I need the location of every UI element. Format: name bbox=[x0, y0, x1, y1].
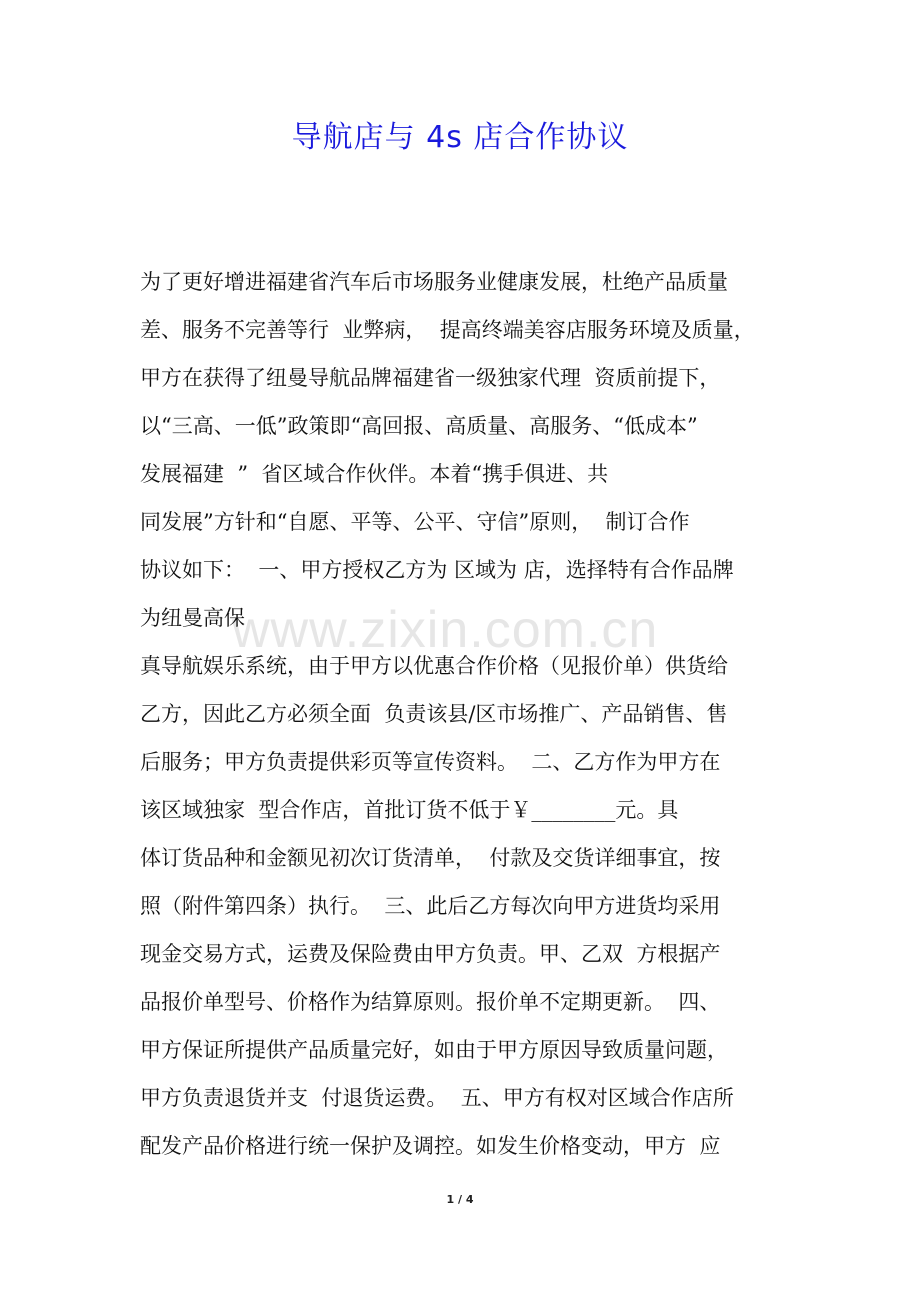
body-line: 配发产品价格进行统一保护及调控。如发生价格变动，甲方 应 bbox=[140, 1134, 721, 1158]
body-line: 差、服务不完善等行 业弊病， 提高终端美容店服务环境及质量， bbox=[140, 318, 755, 342]
body-line: 协议如下： 一、甲方授权乙方为 区域为 店，选择特有合作品牌 bbox=[140, 558, 734, 582]
body-line: 体订货品种和金额见初次订货清单， 付款及交货详细事宜，按 bbox=[140, 846, 721, 870]
document-title: 导航店与 4s 店合作协议 bbox=[291, 120, 629, 155]
document-body bbox=[140, 262, 800, 1174]
body-line: 现金交易方式，运费及保险费由甲方负责。甲、乙双 方根据产 bbox=[140, 942, 721, 966]
body-line: 乙方，因此乙方必须全面 负责该县/区市场推广、产品销售、售 bbox=[140, 702, 728, 726]
body-line: 后服务；甲方负责提供彩页等宣传资料。 二、乙方作为甲方在 bbox=[140, 750, 721, 774]
body-line: 发展福建 ” 省区域合作伙伴。本着“携手俱进、共 bbox=[140, 462, 609, 486]
body-line: 甲方负责退货并支 付退货运费。 五、甲方有权对区域合作店所 bbox=[140, 1086, 734, 1110]
body-line: 真导航娱乐系统，由于甲方以优惠合作价格（见报价单）供货给 bbox=[140, 654, 728, 678]
body-line: 以“三高、一低”政策即“高回报、高质量、高服务、“低成本” bbox=[140, 414, 698, 438]
body-line: 甲方在获得了纽曼导航品牌福建省一级独家代理 资质前提下， bbox=[140, 366, 721, 390]
page-number: 1 / 4 bbox=[446, 1193, 474, 1206]
body-line: 同发展”方针和“自愿、平等、公平、守信”原则， 制订合作 bbox=[140, 510, 690, 534]
body-line: 品报价单型号、价格作为结算原则。报价单不定期更新。 四、 bbox=[140, 990, 721, 1014]
body-line: 为了更好增进福建省汽车后市场服务业健康发展，杜绝产品质量 bbox=[140, 270, 728, 294]
body-line: 该区域独家 型合作店，首批订货不低于￥________元。具 bbox=[140, 798, 679, 822]
body-line: 照（附件第四条）执行。 三、此后乙方每次向甲方进货均采用 bbox=[140, 894, 721, 918]
watermark-text: www.zixin.com.cn bbox=[232, 601, 659, 659]
body-line: 甲方保证所提供产品质量完好，如由于甲方原因导致质量问题， bbox=[140, 1038, 728, 1062]
body-line: 为纽曼高保 bbox=[140, 606, 245, 630]
